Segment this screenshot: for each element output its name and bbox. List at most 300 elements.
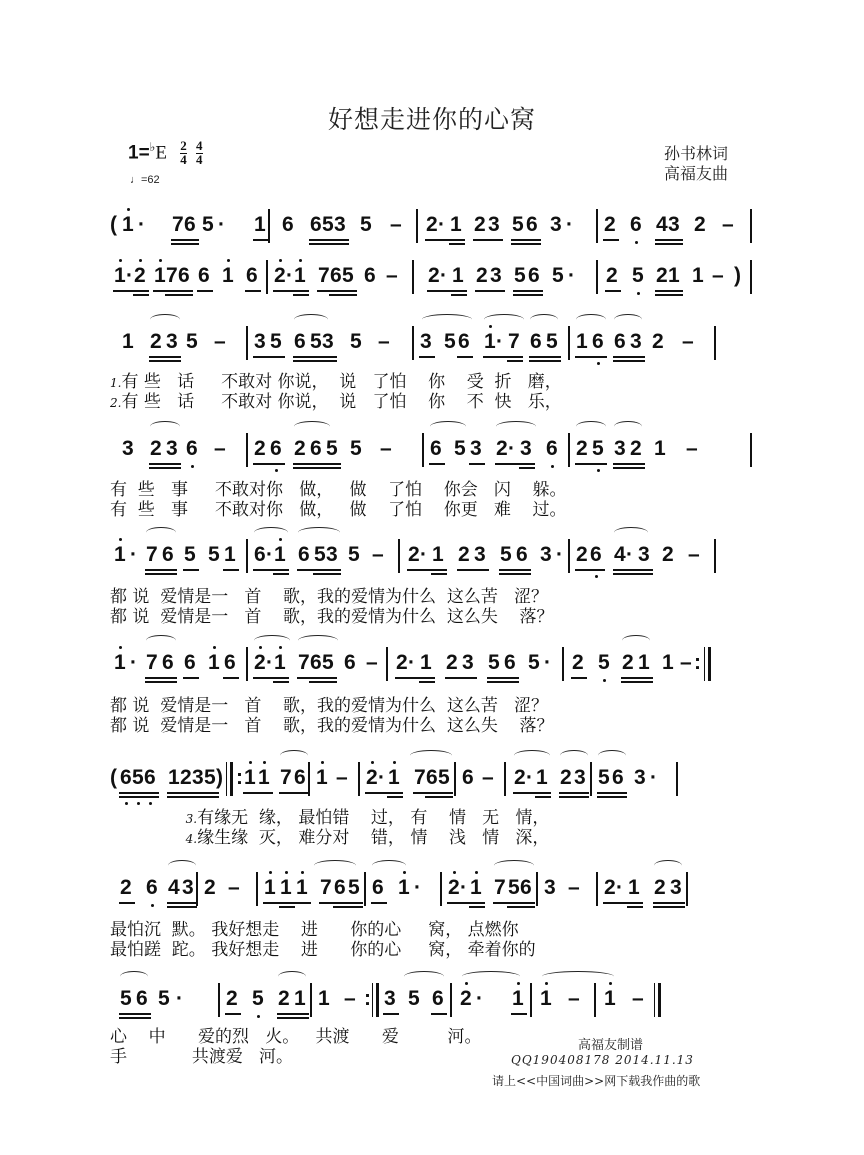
duration-underline: [503, 681, 519, 683]
note: 6: [282, 213, 294, 236]
slur-arc: [404, 971, 444, 982]
slur-arc: [430, 421, 466, 432]
note: 2: [448, 876, 460, 899]
notation-mark: ·: [476, 987, 483, 1010]
note: 3: [520, 437, 532, 460]
time-signature-2-4: $\frac{2}{4}$: [180, 138, 187, 168]
notation-mark: –: [336, 766, 348, 789]
octave-down-dot: [125, 802, 128, 805]
octave-down-dot: [635, 241, 638, 244]
note: 1: [576, 330, 588, 353]
lyric-line: [110, 392, 760, 413]
lyric-line: 有 些 事 不敢对你 做， 做 了怕 你会 闪 躲。: [110, 480, 567, 500]
slur-arc: [484, 314, 524, 325]
lyric-line: 都 说 爱情是一 首 歌，我的爱情为什么 这么失 落？: [110, 716, 554, 736]
note: 5: [528, 651, 540, 674]
slur-arc: [560, 750, 588, 761]
duration-underline: [611, 796, 627, 798]
note: 5: [348, 543, 360, 566]
note: 6: [458, 330, 470, 353]
note: 3: [462, 651, 474, 674]
duration-underline: [525, 243, 541, 245]
duration-underline: [119, 902, 135, 904]
barline: [596, 260, 598, 294]
note: 1: [450, 213, 462, 236]
duration-underline: [161, 573, 177, 575]
slur-arc: [168, 860, 196, 871]
note: 1: [470, 876, 482, 899]
note: 2: [458, 543, 470, 566]
note: 2: [460, 987, 472, 1010]
octave-up-dot: [269, 871, 272, 874]
duration-underline: [621, 677, 637, 679]
tempo-marking: ♩=62: [130, 174, 160, 186]
duration-underline: [181, 906, 197, 908]
duration-underline: [277, 1017, 293, 1019]
note: 5: [632, 264, 644, 287]
notation-mark: :: [364, 987, 371, 1010]
note: 3: [470, 437, 482, 460]
duration-underline: [667, 294, 683, 296]
notation-mark: –: [344, 987, 356, 1010]
note: 1: [536, 766, 548, 789]
barline: [266, 260, 268, 294]
octave-up-dot: [259, 646, 262, 649]
duration-underline: [519, 467, 535, 469]
octave-down-dot: [151, 904, 154, 907]
notation-mark: ·: [526, 766, 533, 789]
duration-underline: [143, 796, 159, 798]
note: 6: [270, 437, 282, 460]
note: 3: [488, 213, 500, 236]
score-system-5: [110, 535, 760, 575]
verse-number: 4.: [185, 832, 198, 846]
octave-up-dot: [263, 761, 266, 764]
slur-arc: [150, 421, 180, 432]
duration-underline: [449, 243, 465, 245]
duration-underline: [515, 569, 531, 571]
duration-underline: [273, 569, 289, 571]
duration-underline: [487, 239, 503, 241]
note: 2: [446, 651, 458, 674]
duration-underline: [293, 360, 309, 362]
note: 3: [334, 213, 346, 236]
notation-mark: –: [228, 876, 240, 899]
notation-mark: –: [682, 330, 694, 353]
slur-arc: [294, 421, 330, 432]
barline: [530, 983, 532, 1017]
duration-underline: [535, 796, 551, 798]
duration-underline: [571, 677, 587, 679]
duration-underline: [669, 902, 685, 904]
note: 3: [490, 264, 502, 287]
note: 6: [526, 213, 538, 236]
note: 6: [334, 876, 346, 899]
note: 7: [146, 651, 158, 674]
note: 5: [158, 987, 170, 1010]
duration-underline: [469, 906, 485, 908]
duration-underline: [165, 463, 181, 465]
duration-underline: [253, 356, 269, 358]
note: 3: [192, 766, 204, 789]
note: 2: [652, 330, 664, 353]
duration-underline: [371, 902, 387, 904]
duration-underline: [669, 906, 685, 908]
note: 1: [316, 766, 328, 789]
note: 6: [516, 543, 528, 566]
note: 6: [298, 543, 310, 566]
notation-mark: –: [366, 651, 378, 674]
note: 6: [310, 213, 322, 236]
slur-arc: [598, 750, 626, 761]
duration-underline: [431, 569, 447, 571]
octave-up-dot: [279, 259, 282, 262]
note: 3: [254, 330, 266, 353]
note: 2: [366, 766, 378, 789]
note: 1: [122, 213, 134, 236]
note: 2: [604, 213, 616, 236]
notation-mark: –: [482, 766, 494, 789]
notation-mark: –: [712, 264, 724, 287]
slur-arc: [372, 860, 406, 871]
notation-mark: –: [378, 330, 390, 353]
duration-underline: [273, 573, 289, 575]
note: 6: [630, 213, 642, 236]
duration-underline: [325, 463, 341, 465]
notation-mark: ·: [414, 876, 421, 899]
score-system-3: [110, 322, 760, 362]
duration-underline: [419, 356, 435, 358]
note: 5: [348, 876, 360, 899]
note: 6: [184, 651, 196, 674]
barline: [504, 762, 506, 796]
note: 1: [452, 264, 464, 287]
note: 6: [294, 330, 306, 353]
note: 2: [476, 264, 488, 287]
duration-underline: [445, 677, 461, 679]
notation-mark: ·: [130, 651, 137, 674]
slur-arc: [298, 635, 338, 646]
note: 6: [310, 651, 322, 674]
song-title: 好想走进你的心窝: [327, 105, 536, 134]
note: 1: [420, 651, 432, 674]
duration-underline: [145, 677, 161, 679]
slur-arc: [462, 971, 520, 982]
note: 3: [122, 437, 134, 460]
note: 6: [430, 437, 442, 460]
note: 6: [178, 264, 190, 287]
note: 5: [552, 264, 564, 287]
barline: [596, 209, 598, 243]
note: 1: [280, 876, 292, 899]
barline: [246, 433, 248, 467]
note: 2: [294, 437, 306, 460]
notation-mark: ·: [218, 213, 225, 236]
octave-down-dot: [597, 362, 600, 365]
duration-underline: [515, 573, 531, 575]
lyric-line: 最怕沉 默。 我好想走 进 你的心 窝， 点燃你: [110, 920, 519, 940]
duration-underline: [293, 463, 309, 465]
notation-mark: ·: [496, 330, 503, 353]
duration-underline: [321, 677, 337, 679]
octave-down-dot: [603, 679, 606, 682]
composer: 高福友曲: [664, 164, 729, 183]
notation-mark: –: [390, 213, 402, 236]
duration-underline: [119, 1013, 135, 1015]
duration-underline: [165, 360, 181, 362]
note: 5: [438, 766, 450, 789]
octave-down-dot: [191, 465, 194, 468]
notation-mark: ·: [544, 651, 551, 674]
duration-underline: [575, 463, 591, 465]
duration-underline: [507, 360, 523, 362]
note: 2: [656, 264, 668, 287]
barline: [686, 872, 688, 906]
note: 6: [546, 437, 558, 460]
note: 1: [662, 651, 674, 674]
duration-underline: [529, 360, 545, 362]
octave-up-dot: [489, 325, 492, 328]
lyric-line: 都 说 爱情是一 首 歌，我的爱情为什么 这么苦 涩？: [110, 696, 549, 716]
duration-underline: [519, 902, 535, 904]
duration-underline: [279, 906, 295, 908]
note: 6: [310, 437, 322, 460]
duration-underline: [545, 360, 561, 362]
notation-mark: ·: [616, 876, 623, 899]
duration-underline: [183, 243, 199, 245]
duration-underline: [347, 902, 363, 904]
octave-up-dot: [301, 871, 304, 874]
note: 1: [318, 987, 330, 1010]
notation-mark: ·: [556, 543, 563, 566]
duration-underline: [161, 569, 177, 571]
barline: [536, 872, 538, 906]
note: 1: [294, 987, 306, 1010]
note: 3: [550, 213, 562, 236]
note: 6: [592, 330, 604, 353]
time-signature-4-4: $\frac{4}{4}$: [196, 138, 203, 168]
double-barline: [654, 983, 661, 1017]
lyric-line: 最怕蹉 跎。 我好想走 进 你的心 窝， 牵着你的: [110, 940, 536, 960]
note: 2: [226, 987, 238, 1010]
note: 1: [154, 264, 166, 287]
duration-underline: [321, 681, 337, 683]
barline: [412, 260, 414, 294]
note: 4: [614, 543, 626, 566]
note: 2: [254, 437, 266, 460]
note: 1: [274, 543, 286, 566]
duration-underline: [333, 243, 349, 245]
notation-mark: ·: [266, 651, 273, 674]
note: 1: [294, 264, 306, 287]
duration-underline: [545, 356, 561, 358]
duration-underline: [605, 290, 621, 292]
notation-mark: ·: [650, 766, 657, 789]
slur-arc: [278, 971, 306, 982]
duration-underline: [499, 573, 515, 575]
duration-underline: [223, 569, 239, 571]
duration-underline: [161, 677, 177, 679]
barline: [568, 326, 570, 360]
note: 5: [514, 264, 526, 287]
note: 1: [540, 987, 552, 1010]
note: 1: [114, 651, 126, 674]
note: 5: [454, 437, 466, 460]
barline: [440, 872, 442, 906]
duration-underline: [591, 463, 607, 465]
note: 1: [274, 651, 286, 674]
key-prefix: 1=: [128, 142, 150, 164]
barline: [596, 872, 598, 906]
slur-arc: [614, 314, 642, 325]
octave-up-dot: [371, 761, 374, 764]
note: 5: [350, 437, 362, 460]
note: 2: [426, 213, 438, 236]
verse-number: 1.: [110, 376, 122, 390]
notation-mark: ·: [460, 876, 467, 899]
note: 6: [254, 543, 266, 566]
duration-underline: [637, 677, 653, 679]
barline: [750, 433, 752, 467]
note: 2: [180, 766, 192, 789]
note: 3: [166, 437, 178, 460]
note: 1: [254, 213, 266, 236]
duration-underline: [511, 1013, 527, 1015]
duration-underline: [457, 356, 473, 358]
duration-underline: [429, 463, 445, 465]
note: 2: [278, 987, 290, 1010]
notation-mark: –: [680, 651, 692, 674]
duration-underline: [535, 792, 551, 794]
note: 5: [408, 987, 420, 1010]
duration-underline: [333, 239, 349, 241]
duration-underline: [473, 569, 489, 571]
note: 1: [432, 543, 444, 566]
notation-mark: ·: [138, 213, 145, 236]
note: 3: [544, 876, 556, 899]
slur-arc: [298, 527, 340, 538]
note: 2: [622, 651, 634, 674]
barline: [454, 762, 456, 796]
barline: [310, 983, 312, 1017]
note: 2: [274, 264, 286, 287]
notation-mark: ·: [266, 543, 273, 566]
note: 5: [204, 766, 216, 789]
verse-number: 3.: [185, 812, 198, 826]
slur-arc: [314, 860, 356, 871]
notation-mark: –: [632, 987, 644, 1010]
duration-underline: [177, 294, 193, 296]
notation-mark: ): [734, 264, 741, 287]
note: 3: [166, 330, 178, 353]
duration-underline: [253, 239, 269, 241]
duration-underline: [263, 902, 279, 904]
duration-underline: [145, 573, 161, 575]
note: 6: [144, 766, 156, 789]
note: 2: [254, 651, 266, 674]
barline: [398, 539, 400, 573]
duration-underline: [149, 467, 165, 469]
duration-underline: [573, 796, 589, 798]
note: 2: [396, 651, 408, 674]
octave-up-dot: [279, 646, 282, 649]
octave-up-dot: [517, 982, 520, 985]
note: 2: [474, 213, 486, 236]
lyric-text: 有 些 话 不敢对 你说， 说 了怕 你 不 快 乐，: [121, 392, 562, 412]
duration-underline: [529, 356, 545, 358]
duration-underline: [653, 906, 669, 908]
score-system-1: [110, 205, 760, 245]
note: 1: [604, 987, 616, 1010]
lyric-line: 有 些 事 不敢对你 做， 做 了怕 你更 难 过。: [110, 500, 567, 520]
duration-underline: [293, 356, 309, 358]
duration-underline: [325, 573, 341, 575]
double-barline: [704, 647, 711, 681]
octave-up-dot: [393, 761, 396, 764]
duration-underline: [461, 677, 477, 679]
octave-down-dot: [551, 465, 554, 468]
barline: [568, 539, 570, 573]
lyric-line: [110, 808, 760, 829]
duration-underline: [253, 463, 269, 465]
duration-underline: [627, 906, 643, 908]
duration-underline: [161, 681, 177, 683]
duration-underline: [383, 1013, 399, 1015]
duration-underline: [575, 356, 591, 358]
barline: [386, 647, 388, 681]
note: 7: [166, 264, 178, 287]
duration-underline: [245, 290, 261, 292]
note: 5: [322, 213, 334, 236]
barline: [676, 762, 678, 796]
octave-up-dot: [227, 259, 230, 262]
note: 6: [504, 651, 516, 674]
notation-mark: ·: [176, 987, 183, 1010]
note: 1: [114, 264, 126, 287]
score-system-8: [110, 868, 760, 908]
note: 5: [488, 651, 500, 674]
note: 3: [638, 543, 650, 566]
duration-underline: [489, 290, 505, 292]
duration-underline: [437, 792, 453, 794]
notation-mark: :: [694, 651, 701, 674]
duration-underline: [165, 467, 181, 469]
note: 2: [560, 766, 572, 789]
note: 1: [638, 651, 650, 674]
score-system-7: [110, 758, 760, 798]
duration-underline: [589, 569, 605, 571]
note: 6: [224, 651, 236, 674]
note: 3: [574, 766, 586, 789]
duration-underline: [257, 792, 273, 794]
note: 6: [372, 876, 384, 899]
note: 2: [150, 330, 162, 353]
notation-mark: –: [722, 213, 734, 236]
note: 1: [244, 766, 256, 789]
duration-underline: [573, 792, 589, 794]
barline: [256, 872, 258, 906]
lyric-line: [110, 828, 760, 849]
note: 7: [298, 651, 310, 674]
note: 7: [146, 543, 158, 566]
key-name: E: [155, 142, 167, 164]
note: 7: [280, 766, 292, 789]
notation-mark: ·: [438, 213, 445, 236]
octave-up-dot: [213, 646, 216, 649]
note: 6: [146, 876, 158, 899]
note: 2: [514, 766, 526, 789]
notation-mark: –: [386, 264, 398, 287]
